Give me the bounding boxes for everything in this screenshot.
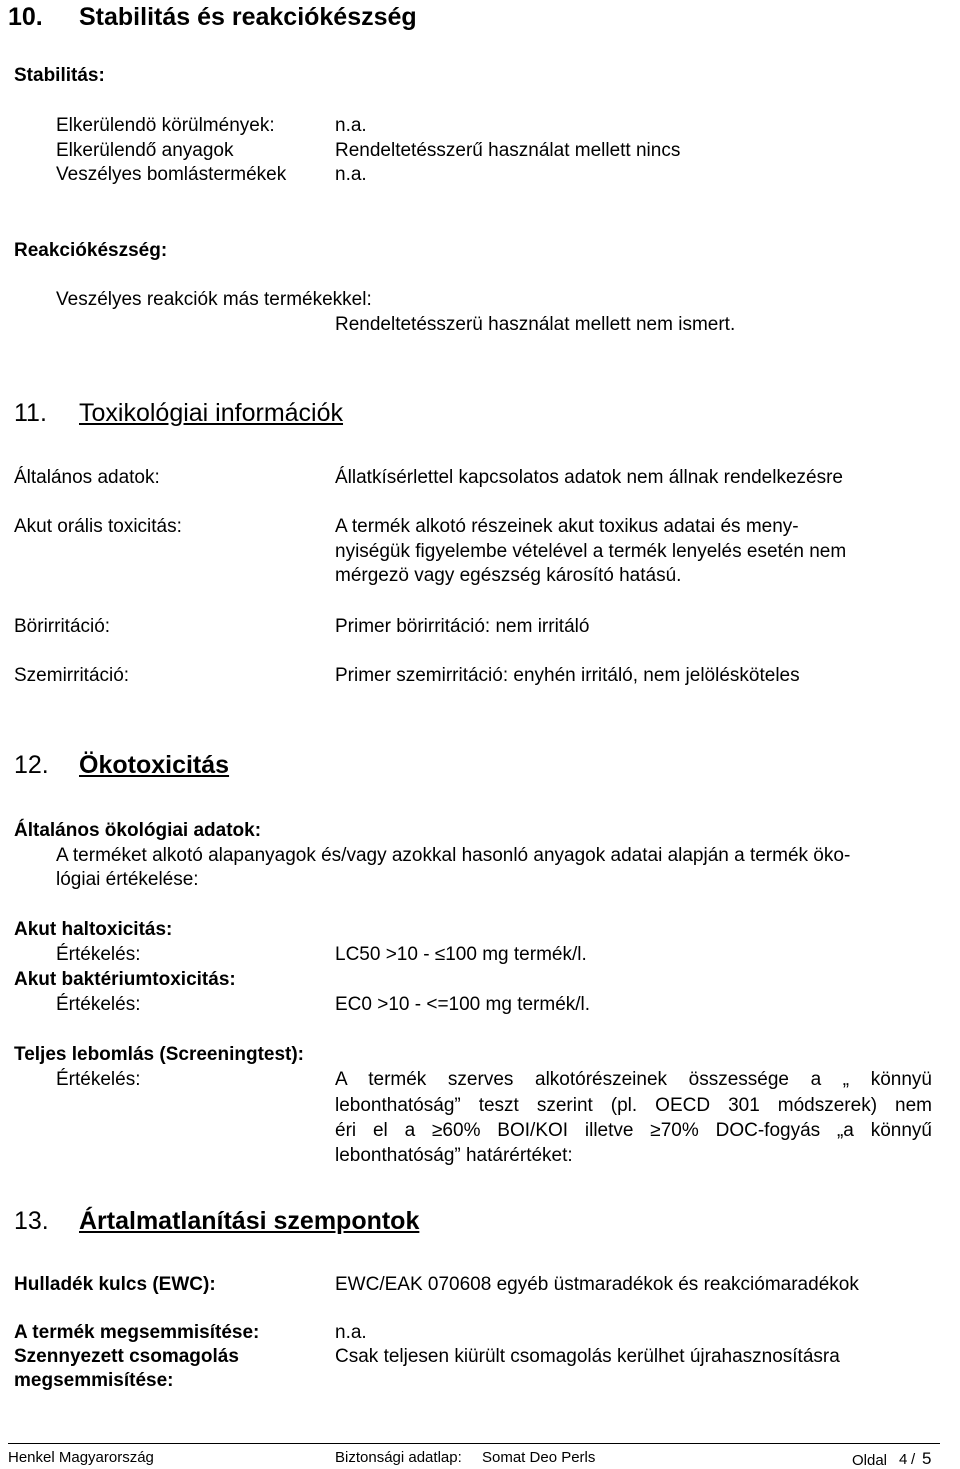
section-12-title: Ökotoxicitás <box>79 751 230 779</box>
footer-company: Henkel Magyarország <box>8 1449 154 1466</box>
footer-rule <box>8 1443 940 1444</box>
disposal-value: n.a. <box>335 1322 367 1343</box>
degradation-line-4: lebonthatóság” határértéket: <box>335 1145 573 1166</box>
footer-product: Somat Deo Perls <box>482 1449 596 1466</box>
tox-value-eye: Primer szemirritáció: enyhén irritáló, nem jelölésköteles <box>335 665 800 686</box>
tox-value-oral-2: nyiségük figyelembe vételével a termék lenyelés esetén nem <box>335 541 847 562</box>
fish-tox-heading: Akut haltoxicitás: <box>14 919 173 940</box>
disposal-label: A termék megsemmisítése: <box>14 1322 260 1343</box>
section-11-number: 11. <box>14 399 47 427</box>
eco-general-line-1: A terméket alkotó alapanyagok és/vagy azokkal hasonló anyagok adatai alapján a termék öko- <box>56 845 851 866</box>
footer-doc-label: Biztonsági adatlap: <box>335 1449 462 1466</box>
tox-label-skin: Börirritáció: <box>14 616 111 637</box>
reactivity-label: Veszélyes reakciók más termékekkel: <box>56 289 372 310</box>
footer-page-separator: / <box>911 1451 916 1468</box>
tox-value-oral-1: A termék alkotó részeinek akut toxikus adatai és meny- <box>335 516 799 537</box>
tox-value-oral-3: mérgezö vagy egészség károsító hatású. <box>335 565 682 586</box>
stab-label-3: Veszélyes bomlástermékek <box>56 164 287 185</box>
stab-value-2: Rendeltetésszerű használat mellett nincs <box>335 140 681 161</box>
section-10-number: 10. <box>8 3 43 31</box>
reactivity-value: Rendeltetésszerü használat mellett nem ismert. <box>335 314 736 335</box>
ewc-value: EWC/EAK 070608 egyéb üstmaradékok és reakciómaradékok <box>335 1274 859 1295</box>
stability-heading: Stabilitás: <box>14 65 105 86</box>
fish-eval-label: Értékelés: <box>56 944 141 965</box>
tox-label-general: Általános adatok: <box>14 467 160 488</box>
footer-page-number: 4 <box>899 1451 908 1468</box>
bact-eval-value: EC0 >10 - <=100 mg termék/l. <box>335 994 591 1015</box>
degradation-line-1: A termék szerves alkotórészeinek összessége a „ könnyü <box>335 1069 932 1090</box>
tox-label-oral: Akut orális toxicitás: <box>14 516 182 537</box>
packaging-value: Csak teljesen kiürült csomagolás kerülhet újrahasznosításra <box>335 1346 840 1367</box>
section-13-number: 13. <box>14 1207 49 1235</box>
degradation-heading: Teljes lebomlás (Screeningtest): <box>14 1044 305 1065</box>
section-10-title: Stabilitás és reakciókészség <box>79 3 417 31</box>
degradation-eval-label: Értékelés: <box>56 1069 141 1090</box>
packaging-label-1: Szennyezett csomagolás <box>14 1346 239 1367</box>
section-12-number: 12. <box>14 751 49 779</box>
stab-label-1: Elkerülendö körülmények: <box>56 115 275 136</box>
section-13-title: Ártalmatlanítási szempontok <box>79 1207 420 1235</box>
bact-eval-label: Értékelés: <box>56 994 141 1015</box>
tox-label-eye: Szemirritáció: <box>14 665 130 686</box>
degradation-line-2: lebonthatóság” teszt szerint (pl. OECD 301 módszerek) nem <box>335 1095 932 1116</box>
packaging-label-2: megsemmisítése: <box>14 1370 174 1391</box>
tox-value-skin: Primer börirritáció: nem irritáló <box>335 616 590 637</box>
degradation-line-3: éri el a ≥60% BOI/KOI illetve ≥70% DOC-fogyás „a könnyű <box>335 1120 932 1141</box>
reactivity-heading: Reakciókészség: <box>14 240 168 261</box>
eco-general-heading: Általános ökológiai adatok: <box>14 820 262 841</box>
footer-page-label: Oldal <box>852 1452 888 1469</box>
eco-general-line-2: lógiai értékelése: <box>56 869 199 890</box>
bact-tox-heading: Akut baktériumtoxicitás: <box>14 969 236 990</box>
ewc-label: Hulladék kulcs (EWC): <box>14 1274 216 1295</box>
stab-label-2: Elkerülendő anyagok <box>56 140 234 161</box>
fish-eval-value: LC50 >10 - ≤100 mg termék/l. <box>335 944 587 965</box>
section-11-title: Toxikológiai információk <box>79 399 344 427</box>
stab-value-3: n.a. <box>335 164 367 185</box>
tox-value-general: Állatkísérlettel kapcsolatos adatok nem állnak rendelkezésre <box>335 467 843 488</box>
stab-value-1: n.a. <box>335 115 367 136</box>
footer-page-total: 5 <box>922 1449 932 1468</box>
